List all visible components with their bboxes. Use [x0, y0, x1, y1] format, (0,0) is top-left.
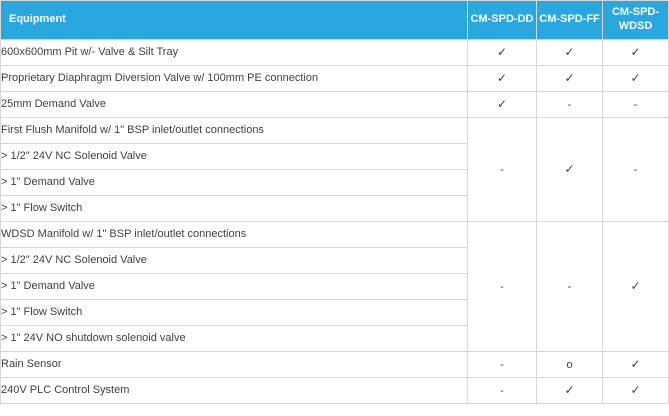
column-header-cm-spd-ff: CM-SPD-FF [537, 1, 603, 40]
mark-wdsd [603, 40, 669, 66]
check-icon: ✓ [630, 357, 641, 371]
equipment-label: Rain Sensor [1, 352, 468, 378]
check-icon: ✓ [496, 71, 508, 85]
dash-icon: - [500, 358, 504, 371]
mark-ff [537, 92, 603, 118]
check-icon: ✓ [564, 45, 575, 59]
table-body [1, 40, 669, 404]
table-row [1, 40, 669, 66]
mark-wdsd [603, 92, 669, 118]
equipment-label: 600x600mm Pit w/- Valve & Silt Tray [1, 40, 468, 66]
table-row [1, 92, 669, 118]
table-row [1, 352, 669, 378]
mark-dd [468, 92, 537, 118]
mark-ff-group-ff [537, 118, 603, 222]
mark-wdsd-group-wdsd [603, 222, 669, 352]
equipment-label: First Flush Manifold w/ 1" BSP inlet/outlet connections [1, 118, 468, 144]
dash-icon: - [633, 163, 638, 176]
equipment-label: 240V PLC Control System [1, 378, 468, 404]
equipment-label: > 1" Flow Switch [1, 196, 468, 222]
mark-dd [468, 66, 537, 92]
equipment-label: WDSD Manifold w/ 1" BSP inlet/outlet connections [1, 222, 468, 248]
check-icon: ✓ [496, 97, 508, 111]
option-icon: o [566, 358, 573, 371]
mark-dd-group-ff [468, 118, 537, 222]
dash-icon: - [500, 280, 504, 293]
check-icon: ✓ [564, 162, 575, 176]
check-icon: ✓ [630, 279, 641, 293]
column-header-cm-spd-wdsd: CM-SPD-WDSD [603, 1, 669, 40]
mark-dd [468, 352, 537, 378]
dash-icon: - [500, 384, 504, 397]
mark-dd [468, 40, 537, 66]
check-icon: ✓ [630, 71, 641, 85]
check-icon: ✓ [564, 71, 575, 85]
check-icon: ✓ [496, 45, 508, 59]
equipment-label: > 1/2" 24V NC Solenoid Valve [1, 248, 468, 274]
table-header [1, 1, 669, 40]
equipment-label: > 1/2" 24V NC Solenoid Valve [1, 144, 468, 170]
equipment-label: 25mm Demand Valve [1, 92, 468, 118]
table-row [1, 222, 669, 248]
table-header-row [1, 1, 669, 40]
mark-ff-group-wdsd [537, 222, 603, 352]
dash-icon: - [567, 280, 572, 293]
check-icon: ✓ [630, 383, 641, 397]
mark-wdsd [603, 352, 669, 378]
column-header-cm-spd-dd: CM-SPD-DD [468, 1, 537, 40]
equipment-label: > 1" Flow Switch [1, 300, 468, 326]
check-icon: ✓ [630, 45, 641, 59]
mark-wdsd [603, 66, 669, 92]
equipment-label: > 1" 24V NO shutdown solenoid valve [1, 326, 468, 352]
equipment-label: Proprietary Diaphragm Diversion Valve w/ 100mm PE connection [1, 66, 468, 92]
mark-wdsd-group-ff [603, 118, 669, 222]
table-row [1, 66, 669, 92]
table-row [1, 378, 669, 404]
mark-ff [537, 40, 603, 66]
mark-dd-group-wdsd [468, 222, 537, 352]
dash-icon: - [567, 98, 572, 111]
mark-wdsd [603, 378, 669, 404]
table-row [1, 118, 669, 144]
equipment-label: > 1" Demand Valve [1, 170, 468, 196]
mark-ff [537, 378, 603, 404]
equipment-label: > 1" Demand Valve [1, 274, 468, 300]
mark-ff [537, 352, 603, 378]
check-icon: ✓ [564, 383, 575, 397]
dash-icon: - [500, 163, 504, 176]
column-header-equipment: Equipment [1, 1, 468, 40]
mark-ff [537, 66, 603, 92]
mark-dd [468, 378, 537, 404]
dash-icon: - [633, 98, 638, 111]
